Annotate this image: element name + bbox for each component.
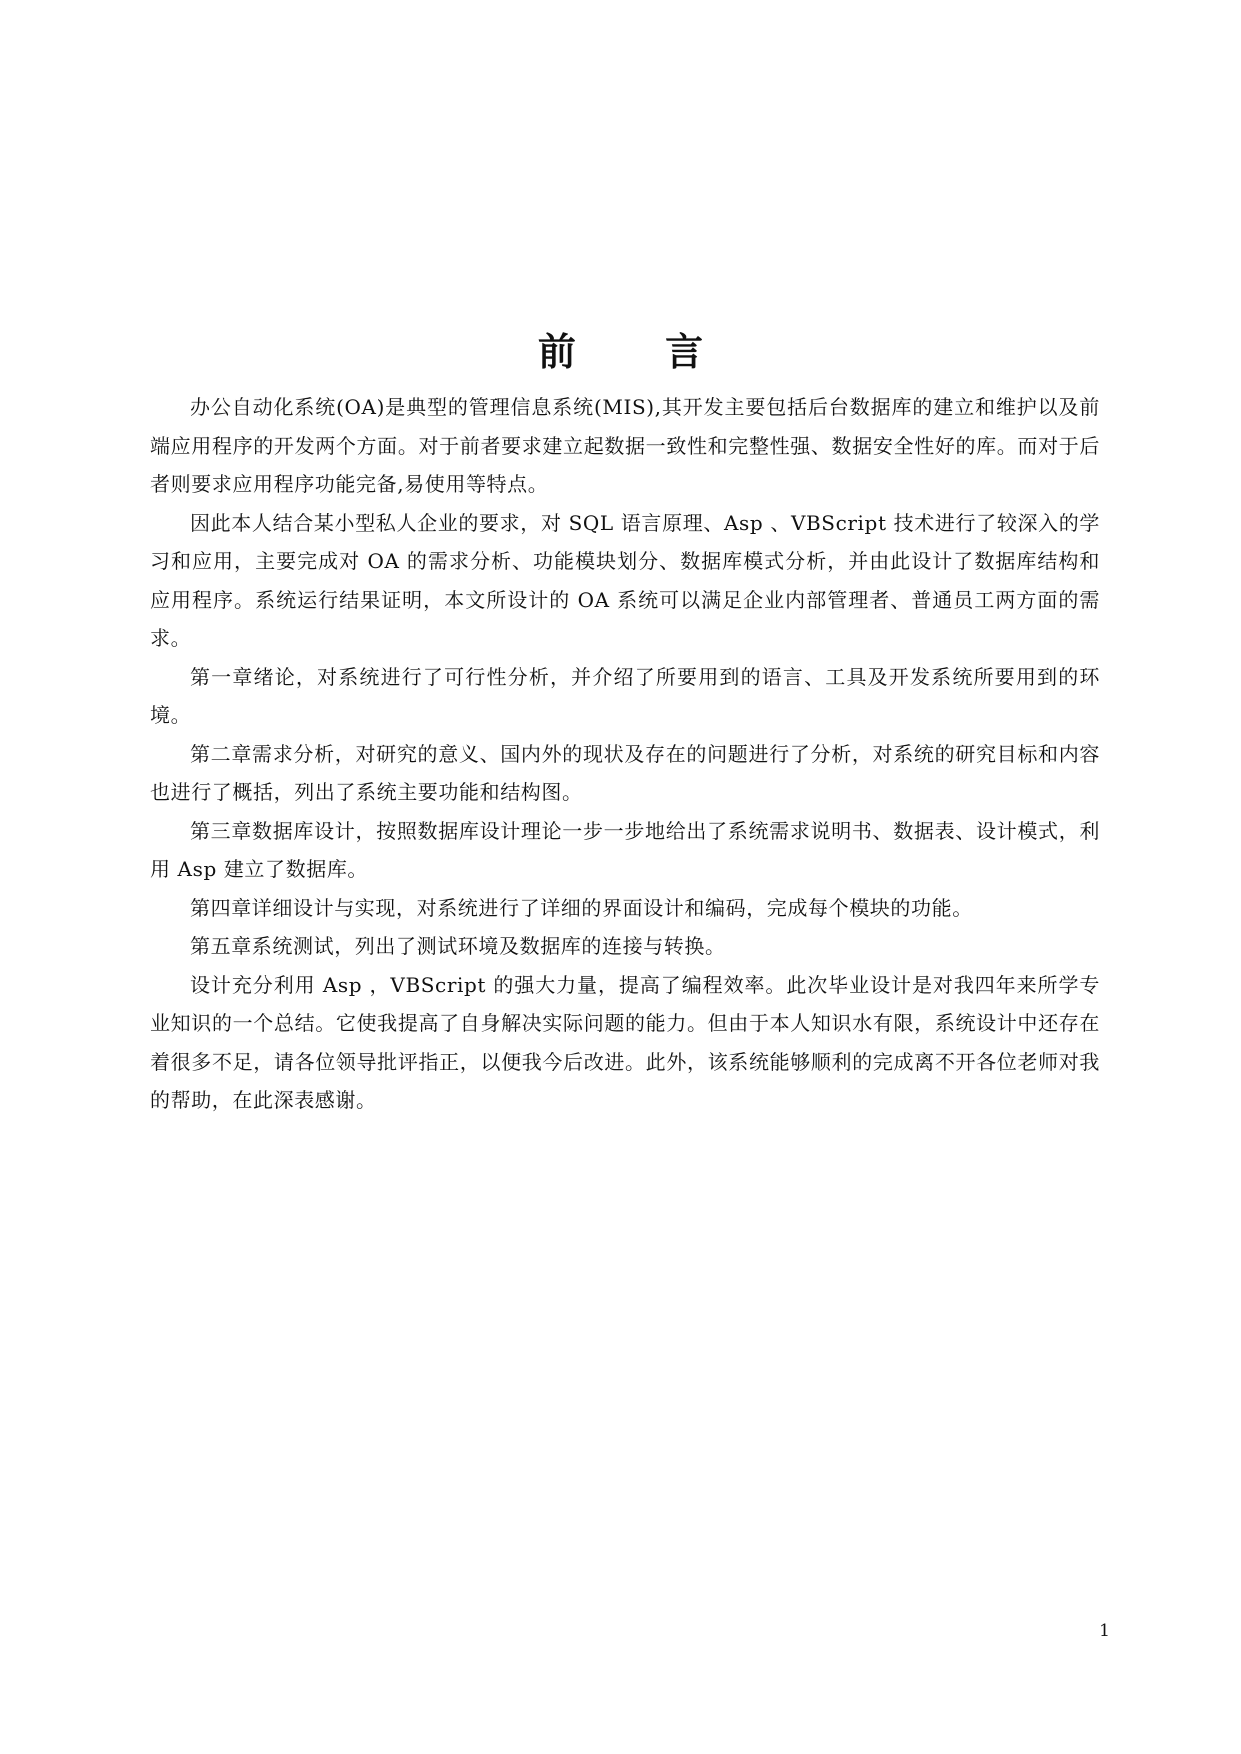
paragraph-conclusion: 设计充分利用 Asp ，VBScript 的强大力量，提高了编程效率。此次毕业设计是对我四年来所学专业知识的一个总结。它使我提高了自身解决实际问题的能力。但由于本人知识水有限，系统设计中还存在着很多不足，请各位领导批评指正，以便我今后改进。此外，该系统能够顺利的完成离不开各位老师对我的帮助，在此深表感谢。: [150, 972, 1100, 1112]
paragraph-chapter-3: 第三章数据库设计，按照数据库设计理论一步一步地给出了系统需求说明书、数据表、设计模式，利用 Asp 建立了数据库。: [150, 818, 1100, 881]
paragraph-project-summary: 因此本人结合某小型私人企业的要求，对 SQL 语言原理、Asp 、VBScript 技术进行了较深入的学习和应用，主要完成对 OA 的需求分析、功能模块划分、数据库模式分析，并由此设计了数据库结构和应用程序。系统运行结果证明，本文所设计的 OA 系统可以满足企业内部管理者、普通员工两方面的需求。: [150, 510, 1100, 650]
paragraph-intro-oa: 办公自动化系统(OA)是典型的管理信息系统(MIS),其开发主要包括后台数据库的建立和维护以及前端应用程序的开发两个方面。对于前者要求建立起数据一致性和完整性强、数据安全性好的库。而对于后者则要求应用程序功能完备,易使用等特点。: [150, 395, 1100, 496]
paragraph-chapter-4: 第四章详细设计与实现，对系统进行了详细的界面设计和编码，完成每个模块的功能。: [190, 895, 973, 920]
page-number: 1: [1099, 1621, 1110, 1641]
document-body: [150, 388, 1100, 1120]
page-title: 前 言: [537, 330, 742, 374]
paragraph-chapter-1: 第一章绪论，对系统进行了可行性分析，并介绍了所要用到的语言、工具及开发系统所要用到的环境。: [150, 664, 1100, 727]
paragraph-chapter-5: 第五章系统测试，列出了测试环境及数据库的连接与转换。: [190, 934, 726, 958]
paragraph-chapter-2: 第二章需求分析，对研究的意义、国内外的现状及存在的问题进行了分析，对系统的研究目标和内容也进行了概括，列出了系统主要功能和结构图。: [150, 741, 1100, 804]
